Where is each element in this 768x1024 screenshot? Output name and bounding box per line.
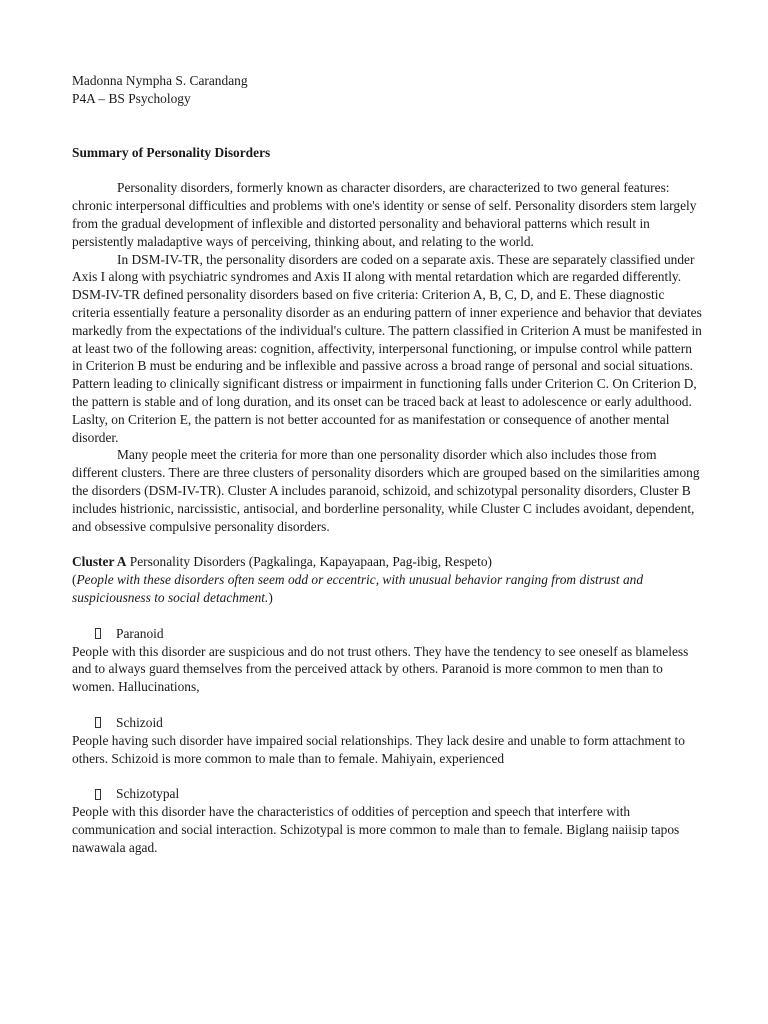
cluster-description: (People with these disorders often seem odd or eccentric, with unusual behavior ranging from distrust and suspiciousness to social detachment.)	[72, 572, 644, 605]
cluster-title: Personality Disorders (Pagkalinga, Kapayapaan, Pag-ibig, Respeto)	[126, 554, 492, 570]
disorder-heading-schizotypal	[95, 785, 702, 803]
disorder-name: Paranoid	[116, 625, 164, 641]
cluster-label: Cluster A	[72, 554, 127, 570]
spacer	[72, 535, 702, 553]
bullet-icon	[95, 717, 101, 728]
paragraph-clusters: Many people meet the criteria for more than one personality disorder which also includes those from different clusters. There are three clusters of personality disorders which are grouped based on the similarities among the disorders (DSM-IV-TR). Cluster A includes paranoid, schizoid, and schizotypal personality disorders, Cluster B includes histrionic, narcissistic, antisocial, and borderline personality, while Cluster C includes avoidant, dependent, and obsessive compulsive personality disorders.	[72, 447, 700, 534]
cluster-description-text: People with these disorders often seem odd or eccentric, with unusual behavior ranging from distrust and suspiciousness to social detachment.	[72, 572, 644, 605]
cluster-heading	[72, 553, 702, 571]
paragraph-intro: Personality disorders, formerly known as character disorders, are characterized to two general features: chronic interpersonal difficulties and problems with one's identity or sense of self. Personality disorders stem largely from the gradual development of inflexible and distorted personality and behavioral patterns which result in persistently maladaptive ways of perceiving, thinking about, and relating to the world.	[72, 180, 697, 249]
disorder-name: Schizoid	[116, 714, 163, 730]
bullet-icon	[95, 789, 101, 800]
disorder-heading-paranoid	[95, 625, 702, 643]
bullet-icon	[95, 628, 101, 639]
class-section: P4A – BS Psychology	[72, 90, 191, 106]
spacer	[72, 161, 702, 179]
author-name: Madonna Nympha S. Carandang	[72, 73, 248, 88]
disorder-text-paranoid: People with this disorder are suspicious and do not trust others. They have the tendency to see oneself as blameless and to always guard themselves from the perceived attack by others. Paranoid is more common to men than to women. Hallucinations,	[72, 643, 689, 695]
paragraph-dsm-criteria: In DSM-IV-TR, the personality disorders are coded on a separate axis. These are separately classified under Axis I along with psychiatric syndromes and Axis II along with mental retardation which are regarded differently. DSM-IV-TR defined personality disorders based on five criteria: Criterion A, B, C, D, and E. These diagnostic criteria essentially feature a personality disorder as an enduring pattern of inner experience and behavior that deviates markedly from the expectations of the individual's culture. The pattern classified in Criterion A must be manifested in at least two of the following areas: cognition, affectivity, interpersonal functioning, or impulse control while pattern in Criterion B must be enduring and be inflexible and passive across a broad range of personal and social situations. Pattern leading to clinically significant distress or impairment in functioning falls under Criterion C. On Criterion D, the pattern is stable and of long duration, and its onset can be traced back at least to adolescence or early adulthood. Laslty, on Criterion E, the pattern is not better accounted for as manifestation or consequence of another mental disorder.	[72, 251, 702, 445]
spacer	[72, 607, 702, 625]
spacer	[72, 696, 702, 714]
disorder-name: Schizotypal	[116, 786, 180, 802]
disorder-heading-schizoid	[95, 714, 702, 732]
document-title: Summary of Personality Disorders	[72, 144, 271, 160]
document-page	[72, 72, 702, 856]
spacer	[72, 767, 702, 785]
disorder-text-schizoid: People having such disorder have impaired social relationships. They lack desire and unable to form attachment to others. Schizoid is more common to male than to female. Mahiyain, experienced	[72, 732, 685, 766]
spacer	[72, 108, 702, 144]
disorder-text-schizotypal: People with this disorder have the characteristics of oddities of perception and speech that interfere with communication and social interaction. Schizotypal is more common to male than to female. Biglang naiisip tapos nawawala agad.	[72, 804, 680, 855]
